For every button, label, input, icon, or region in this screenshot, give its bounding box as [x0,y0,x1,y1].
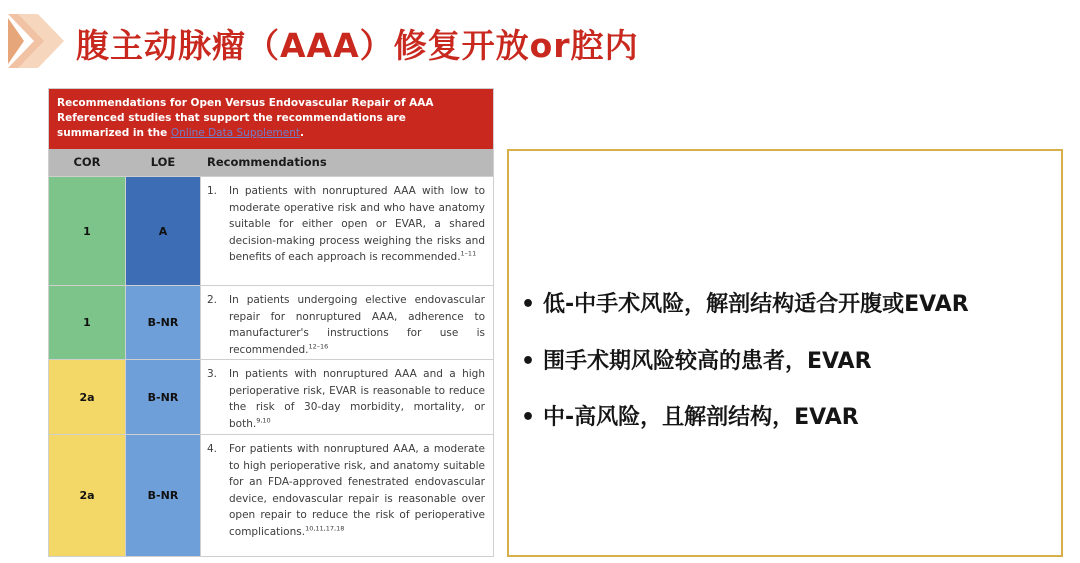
recommendation-cell [201,177,493,285]
table-row [49,359,493,434]
page-title: 腹主动脉瘤（AAA）修复开放or腔内 [76,26,639,65]
bullet-text: 中-高风险，且解剖结构，EVAR [543,405,859,430]
bullet-item [521,344,872,375]
title-arrow-icon [8,14,68,68]
bullet-item [521,400,859,431]
reference-superscript: 9,10 [256,416,271,424]
bullet-marker: • [521,349,536,374]
table-header-line2: Referenced studies that support the recommendations are [57,112,406,124]
table-row [49,434,493,556]
recommendation-cell [201,286,493,359]
table-header-suffix: . [300,127,304,139]
reference-superscript: 10,11,17,18 [305,524,345,532]
recommendation-number: 1. [207,185,218,197]
bullet-text: 围手术期风险较高的患者，EVAR [543,349,872,374]
summary-box [507,149,1063,557]
online-data-supplement-link[interactable]: Online Data Supplement [170,127,300,139]
cor-cell: 1 [49,177,125,285]
column-recommendations: Recommendations [207,155,327,169]
column-loe: LOE [150,155,176,169]
recommendation-body: In patients with nonruptured AAA and a high perioperative risk, EVAR is reasonable to reduce the risk of 30-day morbidity, mortality, or both. [229,368,485,430]
bullet-marker: • [521,292,536,317]
reference-superscript: 1–11 [460,249,477,258]
table-header [49,89,493,149]
loe-cell: B-NR [125,360,201,434]
bullet-item [521,287,969,318]
loe-cell: B-NR [125,435,201,556]
column-header-row [49,149,493,176]
bullet-marker: • [521,405,536,430]
table-row [49,285,493,359]
recommendation-body: For patients with nonruptured AAA, a moderate to high perioperative risk, and anatomy suitable for an FDA-approved fenestrated endovascular device, endovascular repair is reasonable over open repair to reduce the risk of perioperative complications. [229,443,485,538]
recommendation-cell [201,435,493,556]
recommendation-text [229,366,485,432]
recommendation-body: In patients undergoing elective endovascular repair for nonruptured AAA, adherence to manufacturer's instructions for use is recommended. [229,294,485,356]
recommendation-text [229,292,485,358]
reference-superscript: 12–16 [308,342,329,350]
recommendation-cell [201,360,493,434]
bullet-text: 低-中手术风险，解剖结构适合开腹或EVAR [543,292,969,317]
loe-cell: A [125,177,201,285]
table-header-line1: Recommendations for Open Versus Endovascular Repair of AAA [57,97,434,109]
cor-cell: 2a [49,360,125,434]
table-header-line3 [57,126,485,141]
recommendation-text [229,441,485,540]
table-header-prefix: summarized in the [57,127,168,139]
column-cor: COR [73,155,101,169]
recommendation-body: In patients with nonruptured AAA with low to moderate operative risk and who have anatomy suitable for either open or EVAR, a shared decision-making process weighing the risks and benefits of each approach is recommended. [229,185,485,263]
recommendation-number: 3. [207,368,218,380]
cor-cell: 1 [49,286,125,359]
recommendation-text [229,183,485,266]
loe-cell: B-NR [125,286,201,359]
cor-cell: 2a [49,435,125,556]
recommendations-table [48,88,494,557]
recommendation-number: 4. [207,443,218,455]
table-row [49,176,493,285]
recommendation-number: 2. [207,294,218,306]
